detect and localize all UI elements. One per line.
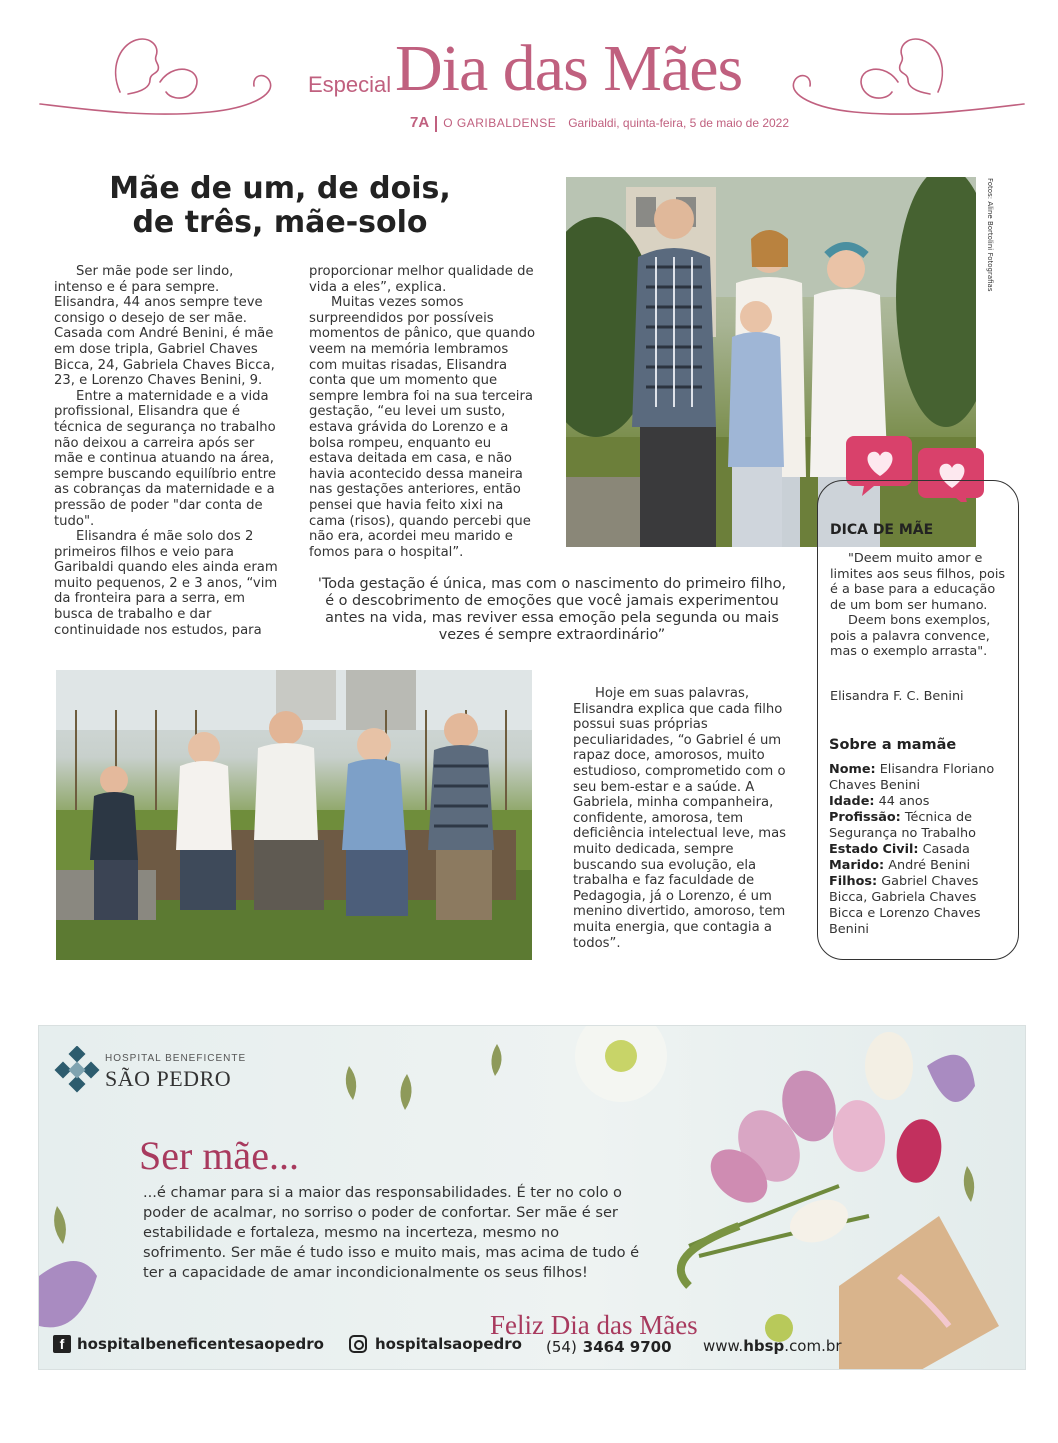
folio-line [410,114,789,132]
hospital-name-small: HOSPITAL BENEFICENTE [105,1053,247,1064]
ad-contact-bar [53,1335,1013,1363]
about-fields [829,762,1011,938]
article-column-1 [54,264,280,638]
phone-area-code: (54) [546,1338,577,1356]
tip-paragraph: Deem bons exemplos, pois a palavra convence, mas o exemplo arrasta". [830,613,991,659]
newspaper-name: O GARIBALDENSE [443,116,557,130]
instagram-link[interactable] [349,1335,522,1353]
about-heading: Sobre a mamãe [829,737,957,753]
pull-quote: 'Toda gestação é única, mas com o nascimento do primeiro filho, é o descobrimento de emoções que você jamais experimentou antes na vida, mas reviver essa emoção pela segunda ou mais vezes é sempre extraordinário” [317,576,787,643]
paragraph: Ser mãe pode ser lindo, intenso e é para sempre. Elisandra, 44 anos sempre teve consigo o desejo de ser mãe. Casada com André Benini, é mãe em dose tripla, Gabriel Chaves Bicca, 24, Gabriela Chaves Bicca, 23, e Lorenzo Chaves Benini, 9. [54,264,275,389]
tip-paragraph: "Deem muito amor e limites aos seus filhos, pois é a base para a educação de um bom ser humano. [830,551,1006,613]
headline-line-1: Mãe de um, de dois, [109,171,451,206]
headline-line-2: de três, mãe-solo [132,205,428,240]
tip-heading: DICA DE MÃE [830,522,934,538]
hospital-name: SÃO PEDRO [105,1066,232,1091]
photo-illustration [56,670,532,960]
masthead-title: Dia das Mães [395,32,743,105]
about-field-name: Nome: Elisandra Floriano Chaves Benini [829,762,995,793]
facebook-link[interactable] [53,1335,324,1353]
hospital-logo-icon [53,1046,101,1094]
photo-credit: Fotos: Aline Bortolini Fotografias [986,178,994,292]
about-field-age: Idade: 44 anos [829,794,930,809]
paragraph-continuation: proporcionar melhor qualidade de vida a eles”, explica. [309,264,534,295]
website-prefix: www. [703,1337,744,1355]
facebook-icon: f [53,1335,71,1353]
about-field-children: Filhos: Gabriel Chaves Bicca, Gabriela Chaves Bicca e Lorenzo Chaves Benini [829,874,981,937]
website-link[interactable] [703,1337,842,1355]
phone-number [546,1338,672,1356]
page-header [0,0,1058,140]
family-photo-seated [56,670,532,960]
folio-divider [435,116,437,132]
about-field-marital-status: Estado Civil: Casada [829,842,970,857]
page-number: 7A [410,114,430,131]
paragraph: Elisandra é mãe solo dos 2 primeiros filhos e veio para Garibaldi quando eles ainda eram muito pequenos, 2 e 3 anos, “vim da fronteira para a serra, em busca de trabalho e dar continuidade nos estudos, para [54,529,278,638]
tip-signature: Elisandra F. C. Benini [830,689,964,704]
article-headline [100,172,460,240]
hospital-advertisement [38,1025,1026,1370]
website-domain: hbsp [743,1337,785,1355]
paragraph: Hoje em suas palavras, Elisandra explica que cada filho possui suas próprias peculiaridades, “o Gabriel é um rapaz doce, amorosos, muito estudioso, comprometido com o seu bem-estar e a saúde. A Gabriela, minha companheira, confidente, amorosa, tem deficiência intelectual leve, mas muito dedicada, sempre buscando sua evolução, ela trabalha e faz faculdade de Pedagogia, já o Lorenzo, é um menino divertido, amoroso, tem muita energia, que contagia a todos”. [573,686,787,951]
section-kicker: Especial [308,72,392,97]
instagram-icon [349,1335,367,1353]
phone-digits: 3464 9700 [582,1338,672,1356]
paragraph: Entre a maternidade e a vida profissional, Elisandra que é técnica de segurança no trabalho não deixou a carreira após ser mãe e continua atuando na área, sempre buscando equilíbrio entre as cobranças da maternidade e a pressão de poder "dar conta de tudo". [54,388,276,529]
about-field-husband: Marido: André Benini [829,858,971,873]
facebook-handle: hospitalbeneficentesaopedro [77,1335,324,1353]
instagram-handle: hospitalsaopedro [375,1335,522,1353]
article-column-3 [573,686,787,951]
tip-text [830,551,1010,660]
dateline: Garibaldi, quinta-feira, 5 de maio de 2022 [568,116,790,130]
article-column-2 [309,264,537,560]
ad-body-text: ...é chamar para si a maior das responsabilidades. É ter no colo o poder de acalmar, no sorriso o poder de confortar. Ser mãe é ser estabilidade e fortaleza, mesmo na incerteza, mesmo no sofrimento. Ser mãe é tudo isso e muito mais, mas acima de tudo é ter a capacidade de amar incondicionalmente os seus filhos! [143,1184,640,1281]
website-suffix: .com.br [784,1337,842,1355]
about-field-profession: Profissão: Técnica de Segurança no Trabalho [829,810,976,841]
paragraph: Muitas vezes somos surpreendidos por possíveis momentos de pânico, que quando veem na memória lembramos com muitas risadas, Elisandra conta que um momento que sempre lembra foi na sua terceira gestação, “eu levei um susto, estava grávida do Lorenzo e a bolsa rompeu, enquanto eu estava deitada em casa, e não havia acontecido dessa maneira nas gestações anteriores, então pensei que havia feito xixi na cama (risos), quando percebi que não era, acordei meu marido e fomos para o hospital”. [309,295,536,560]
ad-title: Ser mãe... [139,1133,299,1178]
ad-signoff: Feliz Dia das Mães [490,1310,698,1340]
